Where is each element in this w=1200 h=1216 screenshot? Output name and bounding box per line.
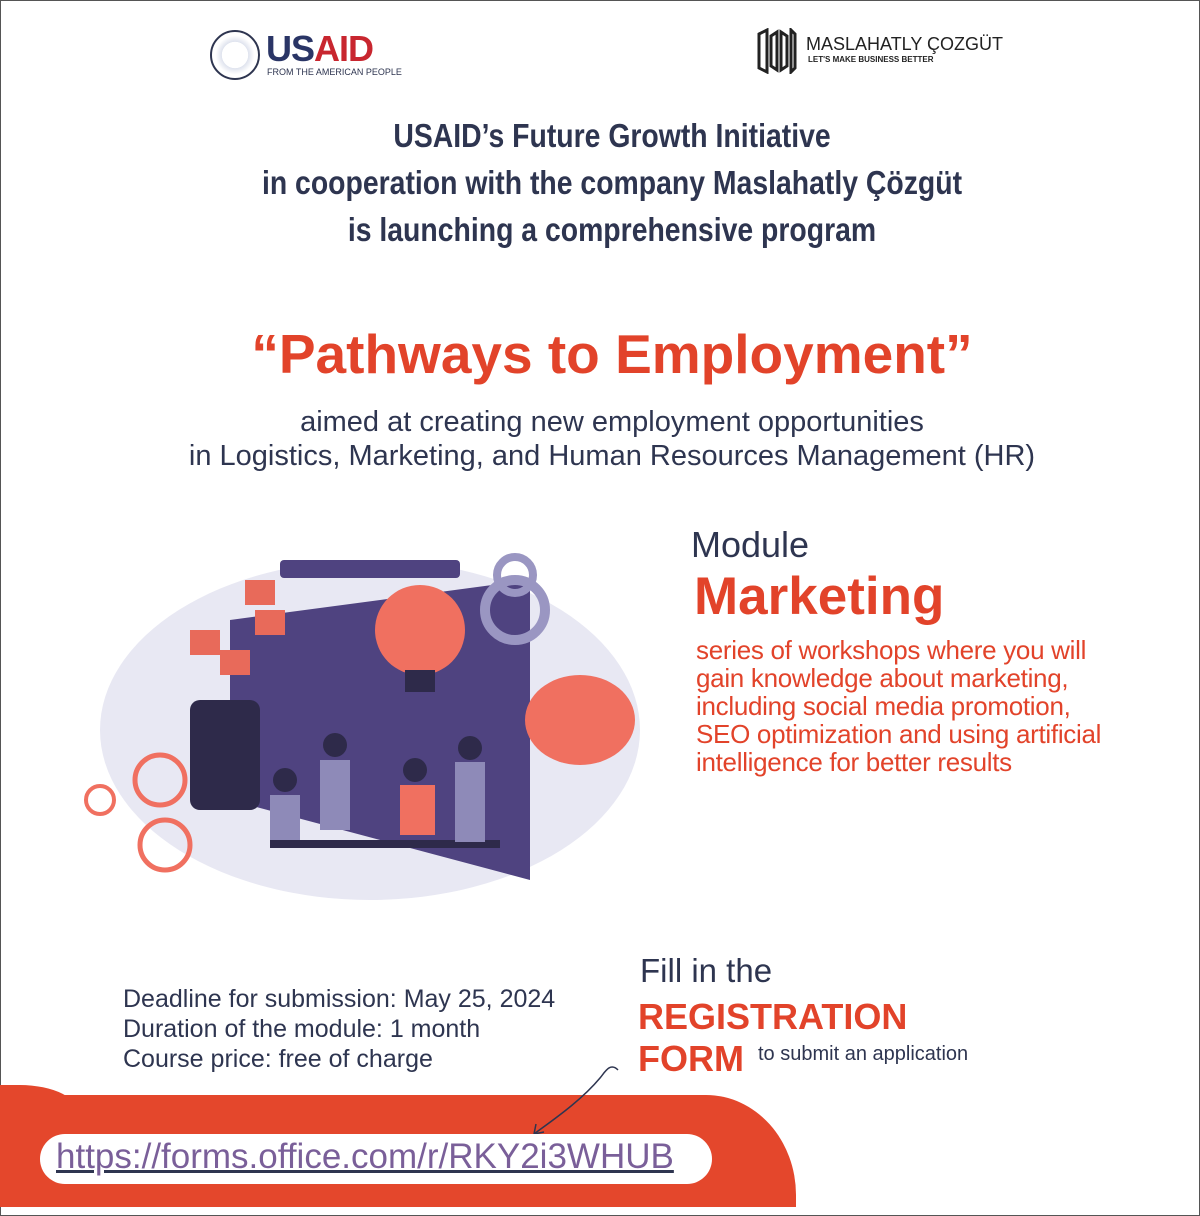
description-line: SEO optimization and using artificial	[696, 719, 1102, 749]
deadline: Deadline for submission: May 25, 2024	[123, 985, 556, 1013]
program-info	[123, 984, 555, 1074]
cta-form: FORM	[638, 1038, 744, 1079]
duration: Duration of the module: 1 month	[123, 1015, 481, 1043]
usaid-us: US	[266, 28, 315, 69]
module-description	[696, 636, 1101, 776]
module-name: Marketing	[694, 567, 945, 626]
headline-line: is launching a comprehensive program	[347, 211, 877, 248]
registration-link[interactable]: https://forms.office.com/r/RKY2i3WHUB	[56, 1137, 674, 1176]
arrow-icon	[520, 1062, 630, 1140]
headline-line: in cooperation with the company Maslahatly Çözgüt	[261, 164, 963, 201]
cta-fill: Fill in the	[640, 952, 773, 989]
subtitle-line: aimed at creating new employment opportunities	[300, 406, 924, 438]
maslahatly-tagline: LET'S MAKE BUSINESS BETTER	[808, 55, 934, 64]
cta-registration: REGISTRATION	[638, 996, 908, 1037]
headline	[86, 112, 1139, 253]
description-line: intelligence for better results	[696, 747, 1012, 777]
usaid-seal-icon	[210, 30, 260, 80]
subtitle-line: in Logistics, Marketing, and Human Resources Management (HR)	[188, 440, 1036, 472]
description-line: series of workshops where you will	[696, 635, 1087, 665]
usaid-aid: AID	[314, 28, 374, 69]
cta-registration-form	[638, 996, 907, 1080]
price: Course price: free of charge	[123, 1045, 433, 1073]
usaid-tagline: FROM THE AMERICAN PEOPLE	[267, 67, 402, 77]
usaid-logo	[266, 28, 373, 70]
maslahatly-name: MASLAHATLY ÇOZGÜT	[806, 34, 1004, 54]
team-megaphone-illustration	[80, 500, 660, 920]
cta-submit: to submit an application	[758, 1043, 969, 1065]
program-title: “Pathways to Employment”	[251, 323, 973, 385]
description-line: gain knowledge about marketing,	[696, 663, 1069, 693]
description-line: including social media promotion,	[696, 691, 1071, 721]
maslahatly-logo-icon	[757, 28, 797, 74]
module-label: Module	[691, 524, 810, 565]
program-subtitle	[0, 405, 1200, 473]
headline-line: USAID’s Future Growth Initiative	[393, 117, 831, 154]
